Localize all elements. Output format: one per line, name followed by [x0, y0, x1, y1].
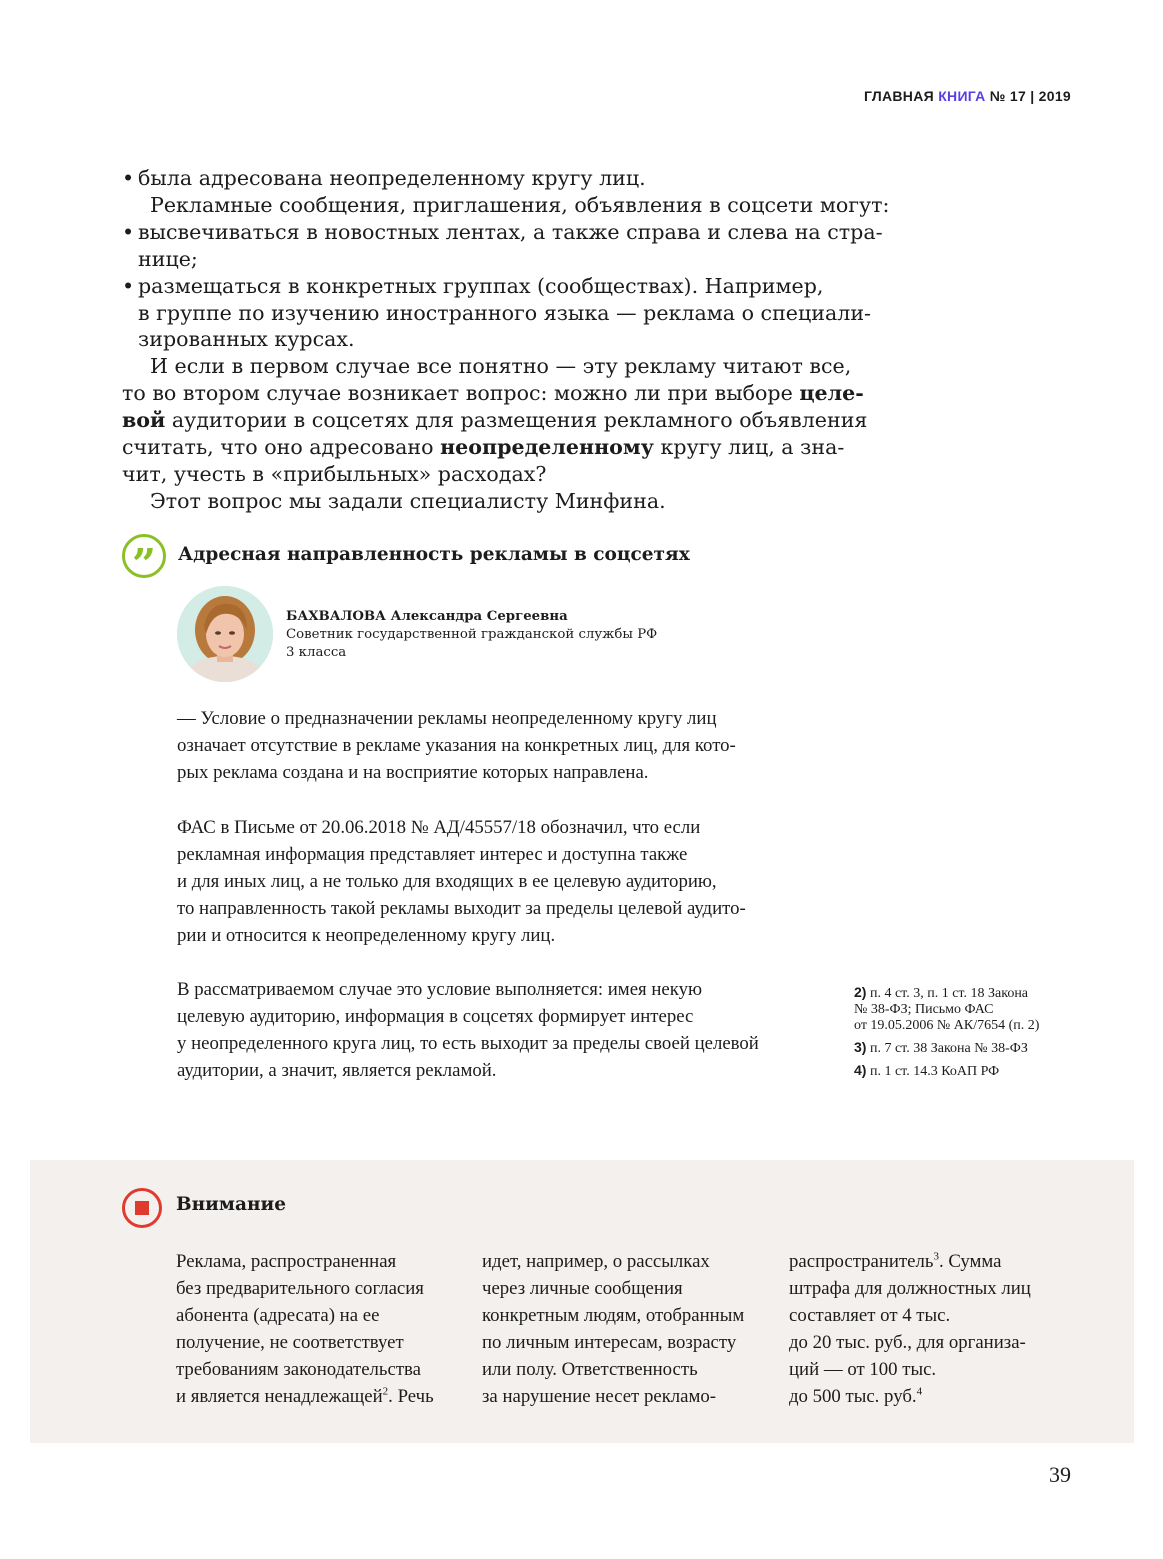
stop-icon: [122, 1188, 162, 1228]
text-line: нице;: [138, 246, 198, 271]
expert-info: [286, 608, 657, 662]
footnote: [854, 1039, 1084, 1057]
footnote-ref: 3: [933, 1250, 939, 1263]
attention-box: [30, 1160, 1134, 1443]
text-line: абонента (адресата) на ее: [176, 1305, 380, 1326]
bold-fragment: вой: [122, 408, 166, 433]
expert-role: Советник государственной гражданской службы РФ: [286, 627, 658, 642]
text-line: чит, учесть в «прибыльных» расходах?: [122, 461, 547, 486]
text-line: И если в первом случае все понятно — эту рекламу читают все,: [150, 354, 852, 379]
footnote-text: № 38-ФЗ; Письмо ФАС: [854, 1002, 994, 1017]
portrait-image: [177, 586, 273, 682]
text-line: составляет от 4 тыс.: [789, 1305, 951, 1326]
text-line: ФАС в Письме от 20.06.2018 № АД/45557/18 обозначил, что если: [177, 817, 701, 838]
attention-column-1: [176, 1248, 434, 1410]
text-line: [789, 1383, 1031, 1410]
text-line: получение, не соответствует: [176, 1332, 404, 1353]
text-fragment: распространитель: [789, 1251, 934, 1272]
footnote-text: п. 4 ст. 3, п. 1 ст. 18 Закона: [866, 986, 1029, 1001]
text-line: [789, 1248, 1031, 1275]
text-line: [122, 434, 845, 461]
attention-column-2: [482, 1248, 744, 1410]
text-fragment: считать, что оно адресовано: [122, 435, 441, 460]
text-line: Рекламные сообщения, приглашения, объявления в соцсети могут:: [150, 192, 890, 217]
text-line: Реклама, распространенная: [176, 1251, 397, 1272]
answer-paragraph-2: [177, 814, 807, 949]
text-line: [122, 380, 864, 407]
attention-column-3: [789, 1248, 1031, 1410]
text-line: Этот вопрос мы задали специалисту Минфина.: [150, 488, 666, 513]
attention-title: Внимание: [176, 1194, 286, 1215]
footnote-text: п. 7 ст. 38 Закона № 38-ФЗ: [866, 1041, 1028, 1056]
avatar: [177, 586, 273, 682]
text-line: без предварительного согласия: [176, 1278, 424, 1299]
answer-paragraph-1: [177, 705, 807, 786]
text-line: то направленность такой рекламы выходит за пределы целевой аудито-: [177, 898, 746, 919]
text-line: рии и относится к неопределенному кругу лиц.: [177, 925, 556, 946]
text-line: за нарушение несет рекламо-: [482, 1386, 717, 1407]
footnote-number: 3): [854, 1039, 867, 1055]
bold-fragment: неопределенному: [440, 435, 654, 460]
footnotes: [854, 984, 1084, 1085]
text-line: требованиям законодательства: [176, 1359, 421, 1380]
text-line: рекламная информация представляет интерес и доступна также: [177, 844, 688, 865]
section-title: Адресная направленность рекламы в соцсетях: [178, 544, 690, 565]
text-fragment: кругу лиц, а зна-: [653, 435, 845, 460]
text-fragment: до 500 тыс. руб.: [789, 1386, 917, 1407]
footnote-ref: 2: [382, 1385, 389, 1398]
text-line: означает отсутствие в рекламе указания на конкретных лиц, для кото-: [177, 735, 736, 756]
text-line: штрафа для должностных лиц: [789, 1278, 1031, 1299]
text-fragment: . Сумма: [938, 1251, 1002, 1272]
text-line: конкретным людям, отобранным: [482, 1305, 745, 1326]
text-line: целевую аудиторию, информация в соцсетях формирует интерес: [177, 1006, 694, 1027]
bullet-line: • высвечиваться в новостных лентах, а также справа и слева на стра-: [122, 219, 812, 246]
text-line: В рассматриваемом случае это условие выполняется: имея некую: [177, 979, 703, 1000]
text-line: в группе по изучению иностранного языка — реклама о специали-: [138, 300, 872, 325]
text-line: ций — от 100 тыс.: [789, 1359, 937, 1380]
text-line: у неопределенного круга лиц, то есть выходит за пределы своей целевой: [177, 1033, 759, 1054]
footnote: [854, 984, 1084, 1034]
text-line: идет, например, о рассылках: [482, 1251, 710, 1272]
main-text: [122, 165, 890, 515]
text-line: по личным интересам, возрасту: [482, 1332, 737, 1353]
answer-paragraph-3: [177, 976, 807, 1084]
text-line: до 20 тыс. руб., для организа-: [789, 1332, 1026, 1353]
magazine-header: [864, 88, 1071, 104]
text-line: аудитории, а значит, является рекламой.: [177, 1060, 497, 1081]
text-line: зированных курсах.: [138, 327, 355, 352]
expert-role-class: 3 класса: [286, 645, 347, 660]
quote-icon: ”: [122, 534, 166, 578]
bullet-line: • размещаться в конкретных группах (сообществах). Например,: [122, 273, 812, 300]
page-number: 39: [1049, 1462, 1071, 1487]
text-line: [122, 407, 868, 434]
expert-name: БАХВАЛОВА Александра Сергеевна: [286, 609, 568, 624]
footnote: [854, 1062, 1084, 1080]
text-fragment: и является ненадлежащей: [176, 1386, 383, 1407]
text-fragment: . Речь: [388, 1386, 434, 1407]
header-issue: № 17 | 2019: [989, 88, 1071, 104]
text-line: рых реклама создана и на восприятие которых направлена.: [177, 762, 649, 783]
footnote-ref: 4: [916, 1385, 923, 1398]
header-brand-main: ГЛАВНАЯ: [863, 88, 934, 104]
text-line: — Условие о предназначении рекламы неопределенному кругу лиц: [177, 708, 717, 729]
header-brand-accent: КНИГА: [938, 88, 986, 104]
footnote-number: 2): [854, 984, 867, 1000]
bullet-line: • была адресована неопределенному кругу лиц.: [122, 165, 812, 192]
footnote-number: 4): [854, 1062, 867, 1078]
text-line: через личные сообщения: [482, 1278, 683, 1299]
text-line: [176, 1383, 434, 1410]
text-line: или полу. Ответственность: [482, 1359, 698, 1380]
footnote-text: от 19.05.2006 № АК/7654 (п. 2): [854, 1018, 1040, 1033]
bold-fragment: целе-: [799, 381, 864, 406]
text-fragment: аудитории в соцсетях для размещения рекламного объявления: [165, 408, 868, 433]
text-line: и для иных лиц, а не только для входящих в ее целевую аудиторию,: [177, 871, 717, 892]
text-fragment: то во втором случае возникает вопрос: можно ли при выборе: [122, 381, 800, 406]
footnote-text: п. 1 ст. 14.3 КоАП РФ: [866, 1064, 1000, 1079]
